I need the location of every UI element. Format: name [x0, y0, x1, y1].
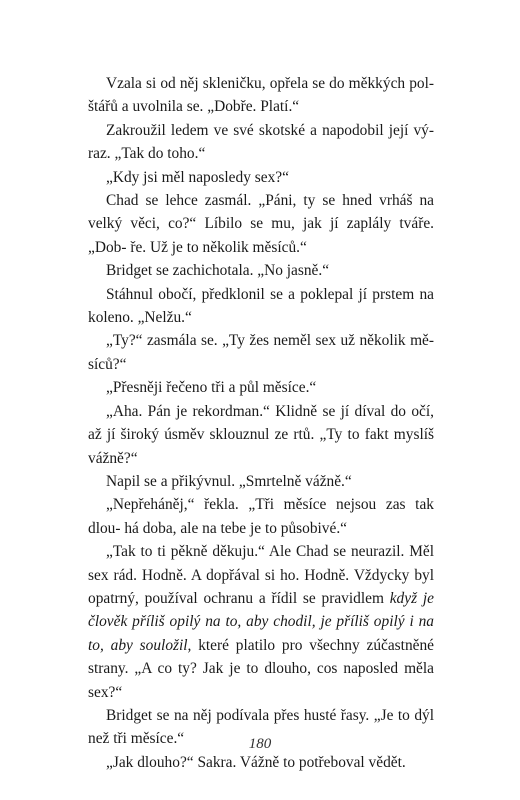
paragraph	[88, 329, 434, 376]
text-line: „Nepřeháněj,“ řekla. „Tři měsíce nejsou zas tak dlou-	[88, 496, 434, 537]
paragraph	[88, 376, 434, 399]
body-text	[88, 72, 434, 774]
italic-text: je člověk příliš opilý na to, aby chodil, je příliš opilý i na	[88, 589, 434, 631]
text-line: strany. „A co ty? Jak je to dlouho, cos naposled měla	[88, 660, 434, 678]
text-line: Napil se a přikývnul. „Smrtelně vážně.“	[106, 472, 352, 490]
text-line: Bridget se zachichotala. „No jasně.“	[106, 262, 330, 280]
text-line: štářů a uvolnila se. „Dobře. Platí.“	[88, 98, 300, 116]
paragraph	[88, 189, 434, 259]
paragraph	[88, 72, 434, 119]
italic-text: když	[389, 589, 418, 607]
paragraph	[88, 119, 434, 166]
text-line: Stáhnul obočí, předklonil se a poklepal jí prstem	[106, 285, 415, 303]
text-line: „Jak dlouho?“ Sakra. Vážně to potřeboval vědět.	[106, 753, 406, 771]
paragraph	[88, 259, 434, 282]
paragraph	[88, 400, 434, 470]
text-line: há doba, ale na tebe je to působivé.“	[124, 519, 348, 537]
paragraph	[88, 166, 434, 189]
text-line: ře. Už je to několik měsíců.“	[130, 238, 307, 256]
text-line: velký věci, co?“ Líbilo se mu, jak jí zaplály tváře. „Dob-	[88, 215, 434, 256]
text-line: Vzala si od něj skleničku, opřela se do měkkých pol-	[106, 75, 434, 92]
text-line: raz. „Tak do toho.“	[88, 145, 206, 163]
text-line: „Kdy jsi měl naposledy sex?“	[106, 168, 289, 186]
text-line: „Ty?“ zasmála se. „Ty žes neměl sex už několik mě-	[106, 332, 434, 350]
text-line: „Aha. Pán je rekordman.“ Klidně se jí díval do očí,	[106, 402, 434, 420]
text-line: na koleno. „Nelžu.“	[88, 285, 434, 327]
paragraph	[88, 470, 434, 493]
paragraph-with-italics	[88, 540, 434, 704]
paragraph	[88, 493, 434, 540]
paragraph	[88, 751, 434, 774]
text-line: než tři měsíce.“	[88, 730, 185, 748]
text-line: „Tak to ti pěkně děkuju.“ Ale Chad se neurazil. Měl	[106, 543, 434, 561]
text-line: Bridget se na něj podívala přes husté řasy. „Je to dýl	[106, 706, 434, 724]
text-line: síců?“	[88, 355, 127, 373]
text-line: sex?“	[88, 683, 123, 701]
text-line: „Přesněji řečeno tři a půl měsíce.“	[106, 379, 317, 397]
text-line: které platilo pro všechny zúčastněné	[191, 636, 434, 654]
page-number: 180	[248, 736, 272, 752]
italic-text: to, aby souložil,	[88, 636, 192, 654]
paragraph	[88, 283, 434, 330]
text-line: Zakroužil ledem ve své skotské a napodobil její vý-	[106, 121, 434, 139]
text-line: opatrný, používal ochranu a řídil se pravidlem	[88, 589, 390, 607]
text-line: vážně?“	[88, 449, 138, 467]
text-line: sex rád. Hodně. A dopřával si ho. Hodně. Vždycky byl	[88, 566, 434, 584]
text-line: až jí široký úsměv sklouznul ze rtů. „Ty to fakt myslíš	[88, 426, 434, 444]
text-line: Chad se lehce zasmál. „Páni, ty se hned vrháš na	[106, 192, 434, 210]
